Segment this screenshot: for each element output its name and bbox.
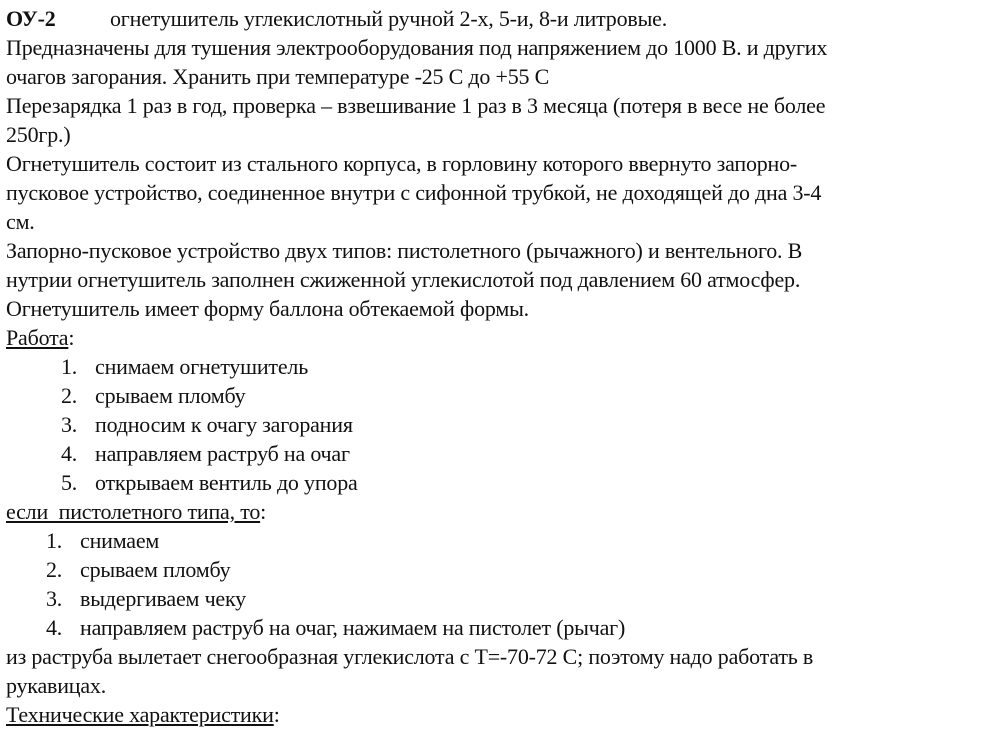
list-item: [6, 526, 977, 555]
work-heading: [6, 323, 977, 352]
extinguisher-title: огнетушитель углекислотный ручной 2-х, 5-и, 8-и литровые.: [110, 6, 668, 31]
step-number: 5.: [61, 470, 78, 495]
step-text: выдергиваем чеку: [80, 586, 246, 611]
step-number: 3.: [46, 586, 63, 611]
tech-heading-colon: :: [273, 702, 280, 727]
step-number: 2.: [61, 383, 78, 408]
step-text: срываем пломбу: [95, 383, 246, 408]
pistol-heading-text: если пистолетного типа, то: [6, 499, 261, 524]
list-item: [6, 584, 977, 613]
pistol-heading: [6, 497, 977, 526]
paragraph-line: Огнетушитель состоит из стального корпуса, в горловину которого ввернуто запорно-: [6, 151, 798, 176]
step-text: снимаем: [80, 528, 160, 553]
step-number: 4.: [46, 615, 63, 640]
title-line: [6, 4, 977, 33]
list-item: [6, 555, 977, 584]
tech-heading-text: Технические характеристики: [6, 702, 274, 727]
paragraph-line: нутрии огнетушитель заполнен сжиженной углекислотой под давлением 60 атмосфер.: [6, 267, 801, 292]
pistol-heading-colon: :: [260, 499, 267, 524]
paragraph-line: см.: [6, 209, 35, 234]
closing-line: из раструба вылетает снегообразная углекислота с Т=-70-72 С; поэтому надо работать в: [6, 644, 814, 669]
step-number: 1.: [61, 354, 78, 379]
step-text: направляем раструб на очаг, нажимаем на пистолет (рычаг): [80, 615, 626, 640]
list-item: [6, 468, 977, 497]
step-number: 2.: [46, 557, 63, 582]
closing-line: рукавицах.: [6, 673, 107, 698]
list-item: [6, 410, 977, 439]
step-number: 3.: [61, 412, 78, 437]
paragraph-line: Предназначены для тушения электрооборудования под напряжением до 1000 В. и других: [6, 35, 828, 60]
paragraph-line: Огнетушитель имеет форму баллона обтекаемой формы.: [6, 296, 529, 321]
step-text: открываем вентиль до упора: [95, 470, 358, 495]
tech-heading: [6, 700, 977, 729]
paragraph-line: 250гр.): [6, 122, 71, 147]
pistol-steps-list: [6, 526, 977, 642]
step-text: снимаем огнетушитель: [95, 354, 309, 379]
list-item: [6, 439, 977, 468]
step-text: срываем пломбу: [80, 557, 231, 582]
step-text: подносим к очагу загорания: [95, 412, 353, 437]
step-number: 1.: [46, 528, 63, 553]
paragraph-line: Перезарядка 1 раз в год, проверка – взвешивание 1 раз в 3 месяца (потеря в весе не более: [6, 93, 826, 118]
work-heading-colon: :: [68, 325, 75, 350]
list-item: [6, 613, 977, 642]
paragraph-line: пусковое устройство, соединенное внутри с сифонной трубкой, не доходящей до дна 3-4: [6, 180, 822, 205]
step-text: направляем раструб на очаг: [95, 441, 350, 466]
paragraph-line: очагов загорания. Хранить при температуре -25 С до +55 С: [6, 64, 550, 89]
list-item: [6, 381, 977, 410]
list-item: [6, 352, 977, 381]
work-steps-list: [6, 352, 977, 497]
work-heading-text: Работа: [6, 325, 69, 350]
step-number: 4.: [61, 441, 78, 466]
paragraph-line: Запорно-пусковое устройство двух типов: пистолетного (рычажного) и вентельного. В: [6, 238, 803, 263]
extinguisher-code: ОУ-2: [6, 6, 56, 31]
